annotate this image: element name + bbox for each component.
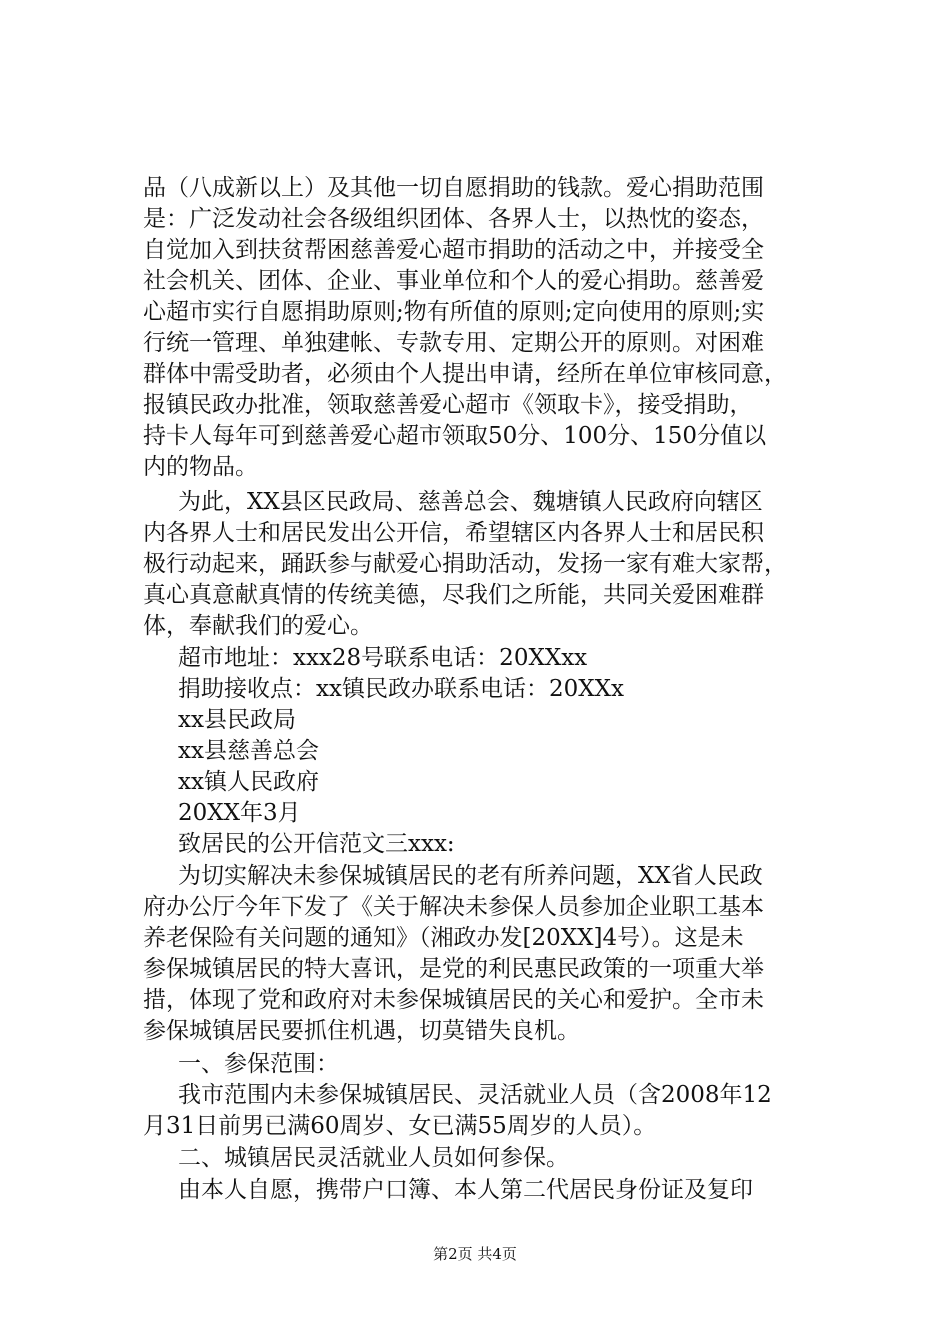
text-line: 持卡人每年可到慈善爱心超市领取50分、100分、150分值以 xyxy=(143,423,767,449)
text-line: 超市地址：xxx28号联系电话：20XXxx xyxy=(178,645,588,671)
text-line: 一、参保范围： xyxy=(178,1051,339,1077)
text-line: 报镇民政办批准，领取慈善爱心超市《领取卡》，接受捐助， xyxy=(143,392,753,418)
text-line: 是：广泛发动社会各级组织团体、各界人士，以热忱的姿态， xyxy=(143,206,764,232)
text-line: 捐助接收点：xx镇民政办联系电话：20XXx xyxy=(178,676,624,702)
text-line: 致居民的公开信范文三xxx: xyxy=(178,831,455,857)
text-line: 体，奉献我们的爱心。 xyxy=(143,613,373,639)
text-line: 为此，XX县区民政局、慈善总会、魏塘镇人民政府向辖区 xyxy=(178,489,763,515)
text-line: 群体中需受助者，必须由个人提出申请，经所在单位审核同意， xyxy=(143,361,787,387)
text-line: 内的物品。 xyxy=(143,454,258,480)
text-line: xx县慈善总会 xyxy=(178,738,319,764)
text-line: 真心真意献真情的传统美德，尽我们之所能，共同关爱困难群 xyxy=(143,582,764,608)
page-footer: 第2页 共4页 xyxy=(433,1245,517,1263)
text-line: 自觉加入到扶贫帮困慈善爱心超市捐助的活动之中，并接受全 xyxy=(143,237,764,263)
text-line: xx镇人民政府 xyxy=(178,769,319,795)
text-line: xx县民政局 xyxy=(178,707,296,733)
text-line: 20XX年3月 xyxy=(178,800,301,826)
text-line: 由本人自愿，携带户口簿、本人第二代居民身份证及复印 xyxy=(178,1177,753,1203)
text-line: 品（八成新以上）及其他一切自愿捐助的钱款。爱心捐助范围 xyxy=(143,175,764,201)
text-line: 我市范围内未参保城镇居民、灵活就业人员（含2008年12 xyxy=(178,1082,772,1108)
text-line: 参保城镇居民的特大喜讯，是党的利民惠民政策的一项重大举 xyxy=(143,956,764,982)
text-line: 社会机关、团体、企业、事业单位和个人的爱心捐助。慈善爱 xyxy=(143,268,764,294)
text-line: 月31日前男已满60周岁、女已满55周岁的人员）。 xyxy=(143,1113,657,1139)
text-line: 养老保险有关问题的通知》（湘政办发[20XX]4号）。这是未 xyxy=(143,925,744,951)
text-line: 为切实解决未参保城镇居民的老有所养问题，XX省人民政 xyxy=(178,863,763,889)
text-line: 心超市实行自愿捐助原则;物有所值的原则;定向使用的原则;实 xyxy=(143,299,765,325)
text-line: 参保城镇居民要抓住机遇，切莫错失良机。 xyxy=(143,1018,580,1044)
text-line: 内各界人士和居民发出公开信，希望辖区内各界人士和居民积 xyxy=(143,520,764,546)
text-line: 措，体现了党和政府对未参保城镇居民的关心和爱护。全市未 xyxy=(143,987,764,1013)
text-line: 极行动起来，踊跃参与献爱心捐助活动，发扬一家有难大家帮， xyxy=(143,551,787,577)
text-line: 行统一管理、单独建帐、专款专用、定期公开的原则。对困难 xyxy=(143,330,764,356)
text-line: 府办公厅今年下发了《关于解决未参保人员参加企业职工基本 xyxy=(143,894,764,920)
text-line: 二、城镇居民灵活就业人员如何参保。 xyxy=(178,1145,569,1171)
